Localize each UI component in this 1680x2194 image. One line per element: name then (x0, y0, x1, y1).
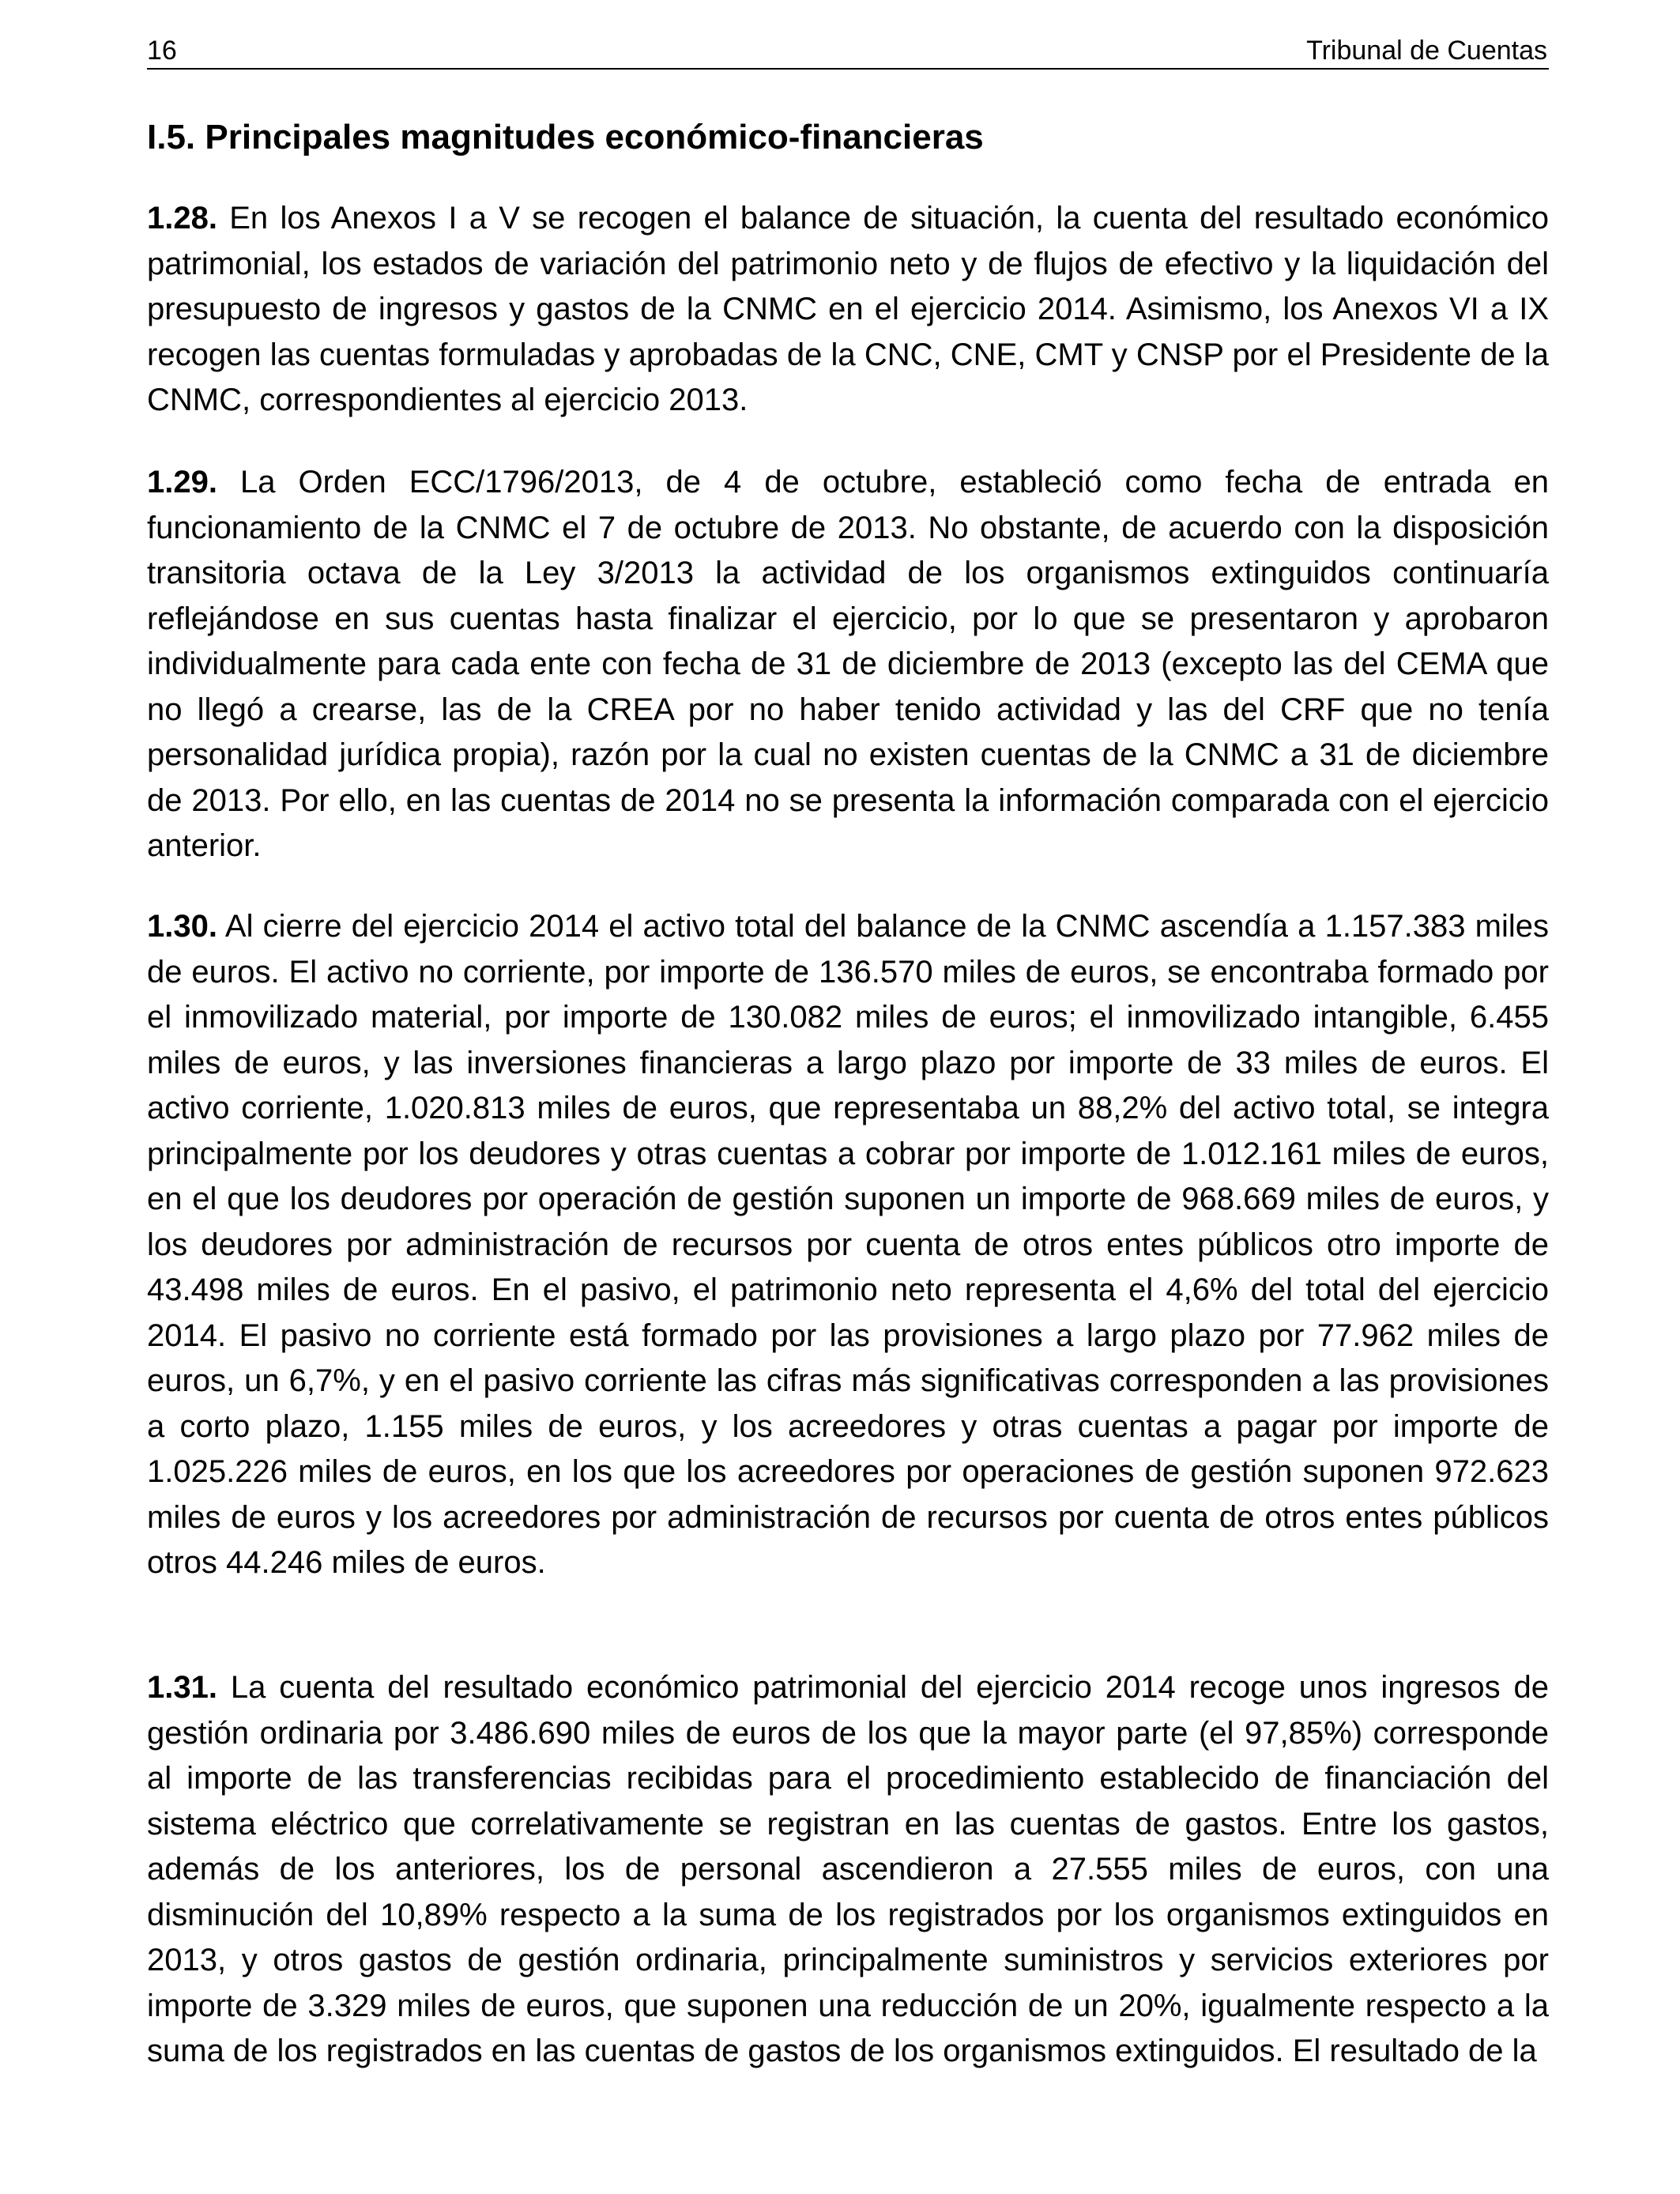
paragraph-text: En los Anexos I a V se recogen el balance de situación, la cuenta del resultado económico patrimonial, los estados de variación del patrimonio neto y de flujos de efectivo y la liquidación del presupuesto de ingresos y gastos de la CNMC en el ejercicio 2014. Asimismo, los Anexos VI a IX recogen las cuentas formuladas y aprobadas de la CNC, CNE, CMT y CNSP por el Presidente de la CNMC, correspondientes al ejercicio 2013. (147, 201, 1549, 417)
paragraph-1-28 (147, 196, 1549, 424)
running-title: Tribunal de Cuentas (1306, 36, 1547, 66)
paragraph-1-30 (147, 904, 1549, 1586)
paragraph-text: Al cierre del ejercicio 2014 el activo total del balance de la CNMC ascendía a 1.157.383 miles de euros. El activo no corriente, por importe de 136.570 miles de euros, se encontraba formado por el inmovilizado material, por importe de 130.082 miles de euros; el inmovilizado intangible, 6.455 miles de euros, y las inversiones financieras a largo plazo por importe de 33 miles de euros. El activo corriente, 1.020.813 miles de euros, que representaba un 88,2% del activo total, se integra principalmente por los deudores y otras cuentas a cobrar por importe de 1.012.161 miles de euros, en el que los deudores por operación de gestión suponen un importe de 968.669 miles de euros, y los deudores por administración de recursos por cuenta de otros entes públicos otro importe de 43.498 miles de euros. En el pasivo, el patrimonio neto representa el 4,6% del total del ejercicio 2014. El pasivo no corriente está formado por las provisiones a largo plazo por 77.962 miles de euros, un 6,7%, y en el pasivo corriente las cifras más significativas corresponden a las provisiones a corto plazo, 1.155 miles de euros, y los acreedores y otras cuentas a pagar por importe de 1.025.226 miles de euros, en los que los acreedores por operaciones de gestión suponen 972.623 miles de euros y los acreedores por administración de recursos por cuenta de otros entes públicos otros 44.246 miles de euros. (147, 909, 1549, 1580)
paragraph-text: La cuenta del resultado económico patrimonial del ejercicio 2014 recoge unos ingresos de gestión ordinaria por 3.486.690 miles de euros de los que la mayor parte (el 97,85%) corresponde al importe de las transferencias recibidas para el procedimiento establecido de financiación del sistema eléctrico que correlativamente se registran en las cuentas de gastos. Entre los gastos, además de los anteriores, los de personal ascendieron a 27.555 miles de euros, con una disminución del 10,89% respecto a la suma de los registrados por los organismos extinguidos en 2013, y otros gastos de gestión ordinaria, principalmente suministros y servicios exteriores por importe de 3.329 miles de euros, que suponen una reducción de un 20%, igualmente respecto a la suma de los registrados en las cuentas de gastos de los organismos extinguidos. El resultado de la (147, 1670, 1549, 2068)
section-title: I.5. Principales magnitudes económico-financieras (147, 118, 984, 156)
paragraph-number: 1.31. (147, 1670, 217, 1705)
paragraph-number: 1.30. (147, 909, 217, 944)
paragraph-text: La Orden ECC/1796/2013, de 4 de octubre, estableció como fecha de entrada en funcionamiento de la CNMC el 7 de octubre de 2013. No obstante, de acuerdo con la disposición transitoria octava de la Ley 3/2013 la actividad de los organismos extinguidos continuaría reflejándose en sus cuentas hasta finalizar el ejercicio, por lo que se presentaron y aprobaron individualmente para cada ente con fecha de 31 de diciembre de 2013 (excepto las del CEMA que no llegó a crearse, las de la CREA por no haber tenido actividad y las del CRF que no tenía personalidad jurídica propia), razón por la cual no existen cuentas de la CNMC a 31 de diciembre de 2013. Por ello, en las cuentas de 2014 no se presenta la información comparada con el ejercicio anterior. (147, 465, 1549, 863)
paragraph-number: 1.29. (147, 465, 217, 499)
page-header (147, 33, 1549, 70)
page-number: 16 (147, 36, 177, 66)
paragraph-1-29 (147, 460, 1549, 869)
paragraph-1-31 (147, 1665, 1549, 2075)
paragraph-number: 1.28. (147, 201, 217, 236)
